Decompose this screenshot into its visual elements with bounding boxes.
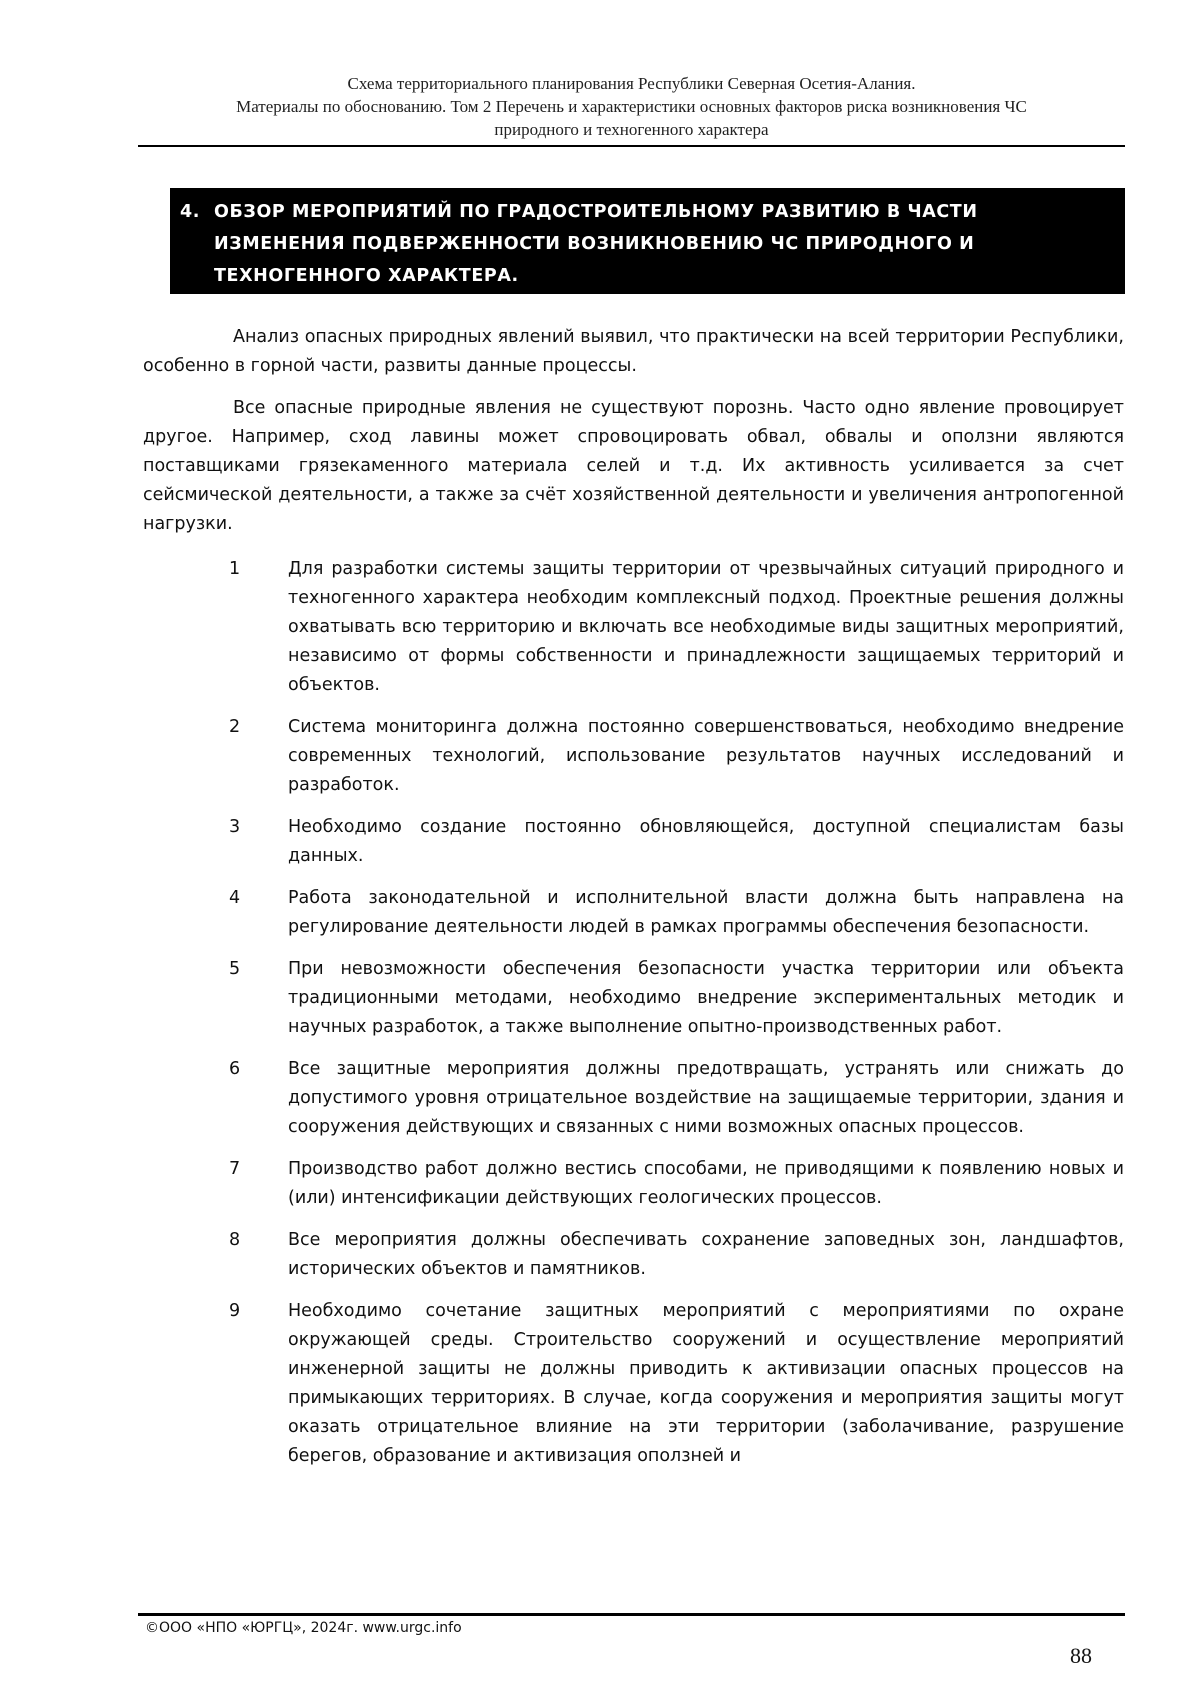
footer-copyright: ©ООО «НПО «ЮРГЦ», 2024г. www.urgc.info: [145, 1620, 462, 1636]
list-item: [143, 1055, 1124, 1142]
list-item-number: 2: [229, 717, 241, 737]
header-divider: [138, 145, 1125, 147]
list-item-text: Необходимо сочетание защитных мероприятий с мероприятиями по охране окружающей среды. Строительство сооружений и осуществление мероприятий инженерной защиты не должны приводить к активизации опасных процессов на примыкающих территориях. В случае, когда сооружения и мероприятия защиты могут оказать отрицательное влияние на эти территории (заболачивание, разрушение берегов, образование и активизация оползней и: [288, 1301, 1124, 1466]
list-item: [143, 955, 1124, 1042]
list-item-number: 3: [229, 817, 241, 837]
list-item-number: 5: [229, 959, 241, 979]
list-item: [143, 1297, 1124, 1471]
list-item: [143, 884, 1124, 942]
section-number: 4.: [180, 202, 201, 222]
header-line: Материалы по обоснованию. Том 2 Перечень и характеристики основных факторов риска возникновения ЧС: [236, 97, 1027, 116]
list-item-text: Система мониторинга должна постоянно совершенствоваться, необходимо внедрение современных технологий, использование результатов научных исследований и разработок.: [288, 717, 1124, 795]
list-item-number: 1: [229, 559, 241, 579]
list-item-text: Все мероприятия должны обеспечивать сохранение заповедных зон, ландшафтов, исторических объектов и памятников.: [288, 1230, 1124, 1279]
running-header: [138, 72, 1125, 141]
list-item: [143, 555, 1124, 700]
list-item-number: 4: [229, 888, 241, 908]
header-line: Схема территориального планирования Республики Северная Осетия-Алания.: [347, 74, 916, 93]
numbered-list: [143, 555, 1124, 1484]
list-item: [143, 1226, 1124, 1284]
list-item-text: Для разработки системы защиты территории от чрезвычайных ситуаций природного и техногенного характера необходим комплексный подход. Проектные решения должны охватывать всю территорию и включать все необходимые виды защитных мероприятий, независимо от формы собственности и принадлежности защищаемых территорий и объектов.: [288, 559, 1124, 695]
list-item: [143, 813, 1124, 871]
list-item-number: 6: [229, 1059, 241, 1079]
list-item: [143, 1155, 1124, 1213]
list-item-number: 9: [229, 1301, 241, 1321]
list-item-text: Работа законодательной и исполнительной власти должна быть направлена на регулирование деятельности людей в рамках программы обеспечения безопасности.: [288, 888, 1124, 937]
list-item-text: Необходимо создание постоянно обновляющейся, доступной специалистам базы данных.: [288, 817, 1124, 866]
page-number: 88: [1070, 1643, 1092, 1668]
list-item-text: Производство работ должно вестись способами, не приводящими к появлению новых и (или) интенсификации действующих геологических процессов.: [288, 1159, 1124, 1208]
body-paragraph: Все опасные природные явления не существуют порознь. Часто одно явление провоцирует другое. Например, сход лавины может спровоцировать обвал, обвалы и оползни являются поставщиками грязекаменного материала селей и т.д. Их активность усиливается за счет сейсмической деятельности, а также за счёт хозяйственной деятельности и увеличения антропогенной нагрузки.: [143, 398, 1124, 534]
list-item-number: 7: [229, 1159, 241, 1179]
body-paragraph: Анализ опасных природных явлений выявил, что практически на всей территории Республики, особенно в горной части, развиты данные процессы.: [143, 327, 1124, 376]
footer-divider: [138, 1613, 1125, 1616]
list-item-number: 8: [229, 1230, 241, 1250]
list-item: [143, 713, 1124, 800]
list-item-text: Все защитные мероприятия должны предотвращать, устранять или снижать до допустимого уровня отрицательное воздействие на защищаемые территории, здания и сооружения действующих и связанных с ними возможных опасных процессов.: [288, 1059, 1124, 1137]
header-line: природного и техногенного характера: [494, 120, 769, 139]
section-title: ОБЗОР МЕРОПРИЯТИЙ ПО ГРАДОСТРОИТЕЛЬНОМУ РАЗВИТИЮ В ЧАСТИ ИЗМЕНЕНИЯ ПОДВЕРЖЕННОСТИ ВОЗНИКНОВЕНИЮ ЧС ПРИРОДНОГО И ТЕХНОГЕННОГО ХАРАКТЕРА.: [214, 202, 978, 286]
section-heading: [170, 188, 1125, 294]
list-item-text: При невозможности обеспечения безопасности участка территории или объекта традиционными методами, необходимо внедрение экспериментальных методик и научных разработок, а также выполнение опытно-производственных работ.: [288, 959, 1124, 1037]
